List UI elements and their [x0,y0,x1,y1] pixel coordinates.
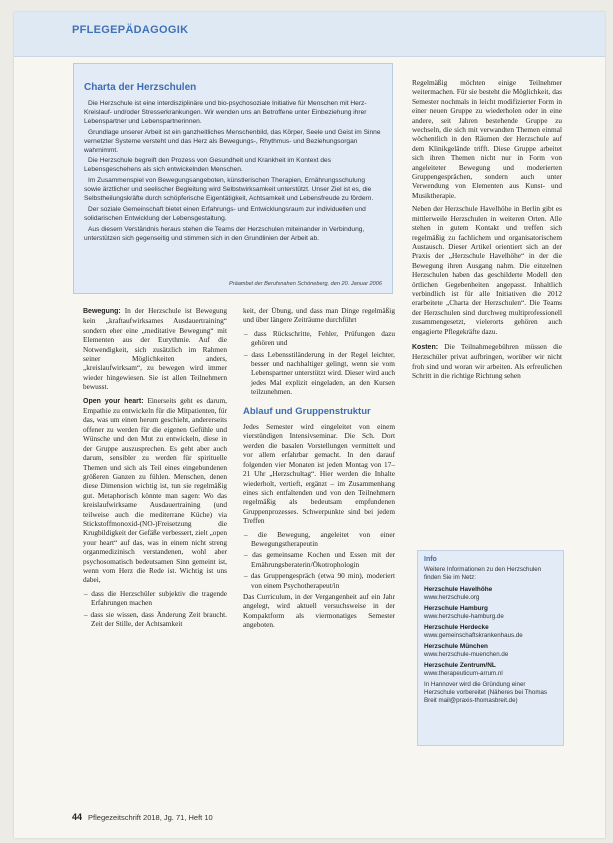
section-title: PFLEGEPÄDAGOGIK [72,24,189,36]
bullet-item: – dass die Herzschüler subjektiv die tragende Erfahrungen machen [84,588,227,608]
charta-box [73,63,393,294]
heading-ablauf: Ablauf und Gruppenstruktur [243,405,371,417]
charta-paragraph: Die Herzschule ist eine interdisziplinäre und bio-psychosoziale Initiative für Menschen mit Herz-Kreislauf- und/oder Stresserkrankungen. Wir wenden uns an Betroffene unter Einbeziehung ihrer Lebenspartner und Lebenspartnerinnen. [84,100,367,125]
info-entry [424,643,557,659]
paragraph-continuation: keit, der Übung, und dass man Dinge regelmäßig und über längere Zeiträume durchführt [243,306,395,325]
info-entry-name: Herzschule Havelhöhe [424,586,493,593]
info-entry-name: Herzschule Hamburg [424,605,488,612]
paragraph-kosten [412,342,562,381]
info-entry [424,605,557,621]
info-entry-link[interactable]: www.gemeinschaftskrankenhaus.de [424,632,523,639]
lead-open-your-heart: Open your heart: [83,397,144,405]
paragraph-weitermachen: Regelmäßig möchten einige Teilnehmer weitermachen. Für sie besteht die Möglichkeit, das Semester nochmals in leicht modifizierter Form in einer neuen Gruppe zu wiederholen oder in eine andere, seit Jahren bestehende Gruppe zu wechseln, die sich mit verwandten Themen einmal wöchentlich in den Räumen der Herzschule auf dem Klinikgelände trifft. Diese Gruppe arbeitet sich ihren Themen nicht nur in Form von angeleiteter Bewegung und moderierten Gruppengesprächen, sondern auch unter Verwendung von Elementen aus Kunst- und Musiktherapie. [412,78,562,200]
paragraph-curriculum: Das Curriculum, in der Vergangenheit auf ein Jahr angelegt, wird aktuell versuchsweise in der Kompaktform als viermonatiges Semester angeboten. [243,591,395,630]
charta-paragraph: Die Herzschule begreift den Prozess von Gesundheit und Krankheit im Kontext des Lebensgeschehens als sich entwickelnden Menschen. [84,157,332,174]
info-entry-name: Herzschule Herdecke [424,624,489,631]
bullet-item: – dass sie wissen, dass Änderung Zeit braucht. Zeit der Stille, der Achtsamkeit [84,609,227,628]
info-entry-link[interactable]: www.therapeuticum-arrum.nl [424,670,503,677]
journal-citation: Pflegezeitschrift 2018, Jg. 71, Heft 10 [88,813,213,822]
text-kosten: Die Teilnahmegebühren müssen die Herzschüler privat aufbringen, worüber wir nicht froh sind und woran wir arbeiten. Als erfreulichen Schritt in die richtige Richtung sehen [412,341,562,381]
info-entry-link[interactable]: www.herzschule-hamburg.de [424,613,504,620]
bullet-item: – dass Rückschritte, Fehler, Prüfungen dazu gehören und [244,328,395,348]
magazine-page [14,12,605,838]
text-open-your-heart: Einerseits geht es darum, Empathie zu entwickeln für die Mitpatienten, für das, was um einen herum geschieht, andererseits offener zu werden für die eigenen Gefühle und Wünsche und den Mut zu entwickeln, diese in der Gruppe auszusprechen. Es geht aber auch darum, sensibler zu werden für spirituelle Themen und sich als Teil eines eingebundenen größeren Ganzen zu fühlen. Menschen, denen diese Dimension wichtig ist, tun sie regelmäßig gut. Metaphorisch könnte man sagen: Wo das kreislaufwirksame Ausdauertraining (und teilweise auch die mediterrane Küche) via Stickstoffmonoxid-(NO-)Freisetzung die Krugbildigkeit der Gefäße verbessert, zielt „open your heart“ auf das, was in einem nicht streng organmedizinisch verstandenen, wohl aber psychosomatisch bedeutsamen Sinn gemeint ist, wenn vom Herz die Rede ist. Wichtig ist uns dabei, [83,395,227,585]
info-heading: Info [424,556,437,563]
column-left [83,306,227,802]
info-entry [424,586,557,602]
charta-paragraph: Der soziale Gemeinschaft bietet einen Erfahrungs- und Entwicklungsraum zur individuellen und solidarischen Entwicklung der Lebensgestaltung. [84,205,366,222]
bullet-item: – dass Lebensstiländerung in der Regel leichter, besser und nachhaltiger gelingt, wenn sie vom Lebenspartner unterstützt wird. Dieser wird auch jedes Mal explizit eingeladen, an den Kursen teilzunehmen. [244,349,395,397]
paragraph-standorte: Neben der Herzschule Havelhöhe in Berlin gibt es mittlerweile Herzschulen in weiteren Orten. Alle stehen in gutem Kontakt und treffen sich regelmäßig zu fachlichem und organisatorischem Austausch. Dieser Artikel orientiert sich an der Praxis der „Herzschule Havelhöhe“ in der die Bewegung ihren Ausgang nahm. Die einzelnen Herzschulen haben das geschilderte Modell den örtlichen Gegebenheiten angepasst. Inhaltlich verbindlich ist für alle Initiativen die 2012 erarbeitete „Charta der Herzschulen“. Die Teams der Herzschulen sind durchweg multiprofessionell zusammengesetzt, vielerorts gehören auch engagierte Pflegekräfte dazu. [412,204,562,336]
text-bewegung: In der Herzschule ist Bewegung kein „kraftaufwirksames Ausdauertraining“ sondern eher eine „meditative Bewegung“ mit Elementen aus der Eurythmie. Auf die Notwendigkeit, sich zusätzlich im Rahmen seiner Möglichkeiten anders, „kreislaufwirksam“, zu bewegen wird immer wieder hingewiesen. Sie ist allen Teilnehmern bewusst. [83,306,227,392]
info-entry-name: Herzschule Zentrum/NL [424,662,496,669]
info-entry [424,662,557,678]
bullet-item: – das gemeinsame Kochen und Essen mit der Ernährungsberaterin/Ökotrophologin [244,550,395,569]
section-header [14,12,605,57]
info-entry-link[interactable]: www.herzschule-muenchen.de [424,651,509,658]
paragraph-ablauf: Jedes Semester wird eingeleitet von einem vierstündigen Intensivseminar. Die Sch. Dort werden die basalen Vorstellungen vermittelt und vor allem erfahrbar gemacht. In den darauf folgenden vier Monaten ist jeden Montag von 17–21 Uhr „Herzschultag“. Hier werden die Inhalte wiederholt, vertieft, ergänzt – im Zusammenhang eines sich entfaltenden und von den Teilnehmern regelmäßig als bedeutsam empfundenen Gruppenprozesses. Schwerpunkte sind bei jedem Treffen [243,422,395,526]
info-intro: Weitere Informationen zu den Herzschulen finden Sie im Netz: [424,566,542,581]
bullet-item: – das Gruppengespräch (etwa 90 min), moderiert von einem Psychotherapeut/in [244,571,395,590]
charta-paragraph: Aus diesem Verständnis heraus stehen die Teams der Herzschulen miteinander in Verbindung, unterstützen sich gegenseitig und stimmen sich in den Grundlinien der Arbeit ab. [84,225,365,242]
charta-paragraph: Grundlage unserer Arbeit ist ein ganzheitliches Menschenbild, das Körper, Seele und Geist im Sinne vernetzter Systeme versteht und das Herz als Bewegungs-, Rhythmus- und Beziehungsorgan wahrnimmt. [84,128,381,154]
info-entry-link[interactable]: www.herzschule.org [424,594,480,601]
info-note: In Hannover wird die Gründung einer Herzschule vorbereitet (Näheres bei Thomas Breit mail@praxis-thomasbreit.de) [424,681,548,704]
page-footer [72,812,213,822]
paragraph-bewegung [83,306,227,392]
info-box [417,550,564,746]
bullet-item: – die Bewegung, angeleitet von einer Bewegungstherapeutin [244,529,395,548]
charta-title: Charta der Herzschulen [84,82,197,93]
charta-paragraph: Im Zusammenspiel von Bewegungsangeboten, künstlerischen Therapien, Ernährungsschulung sowie ärztlicher und seelischer Begleitung wird Selbstwirksamkeit unterstützt. Unser Ziel ist es, die Selbstheilungskräfte durch schöpferische Eigentätigkeit, Achtsamkeit und Lebensfreude zu fördern. [84,177,374,203]
info-entry-name: Herzschule München [424,643,488,650]
charta-source: Präambel der Berufsnahen Schöneberg, den 20. Januar 2006 [228,281,382,287]
lead-bewegung: Bewegung: [83,308,121,315]
column-middle [243,306,395,802]
paragraph-open-your-heart [83,396,227,585]
lead-kosten: Kosten: [412,343,439,351]
info-entry [424,624,557,640]
column-right [412,78,562,448]
page-number: 44 [72,812,83,822]
